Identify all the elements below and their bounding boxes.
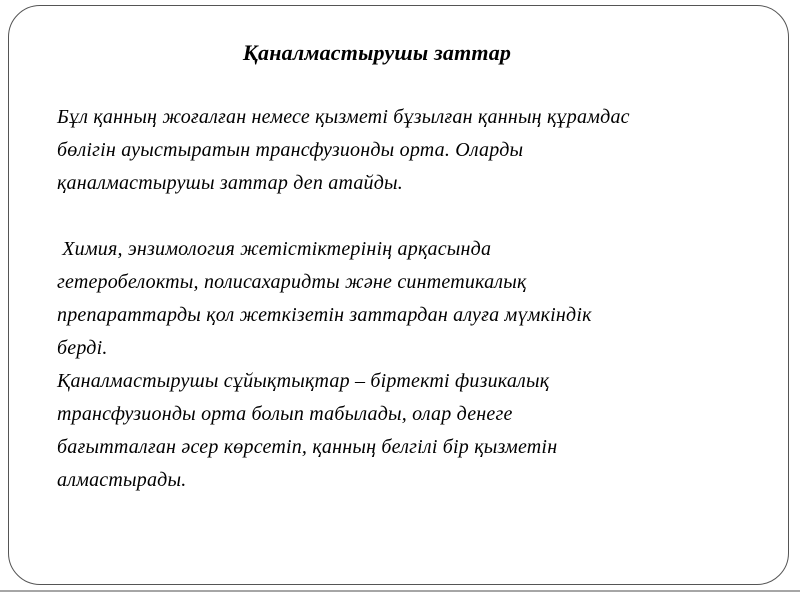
text-line: бөлігін ауыстыратын трансфузионды орта. Оларды [57,139,524,161]
text-line: Қаналмастырушы сұйықтықтар – біртекті физикалық [57,370,550,392]
slide-bottom-edge [0,590,800,592]
text-line: берді. [57,337,108,359]
paragraph-definition [57,101,747,200]
slide-title: Қаналмастырушы заттар [242,40,512,65]
text-line: Бұл қанның жоғалған немесе қызметі бұзылған қанның құрамдас [57,106,630,128]
text-line: трансфузионды орта болып табылады, олар денеге [57,403,513,425]
paragraph-liquids [57,365,747,497]
text-line: қаналмастырушы заттар деп атайды. [57,172,404,194]
paragraph-chemistry [57,233,747,365]
slide-body-text [57,101,747,497]
text-line: гетеробелокты, полисахаридты және синтетикалық [57,271,527,293]
text-line: алмастырады. [57,469,187,491]
text-line: препараттарды қол жеткізетін заттардан алуға мүмкіндік [57,304,592,326]
text-line: Химия, энзимология жетістіктерінің арқасында [57,238,492,260]
text-line: бағытталған әсер көрсетіп, қанның белгілі бір қызметін [57,436,558,458]
